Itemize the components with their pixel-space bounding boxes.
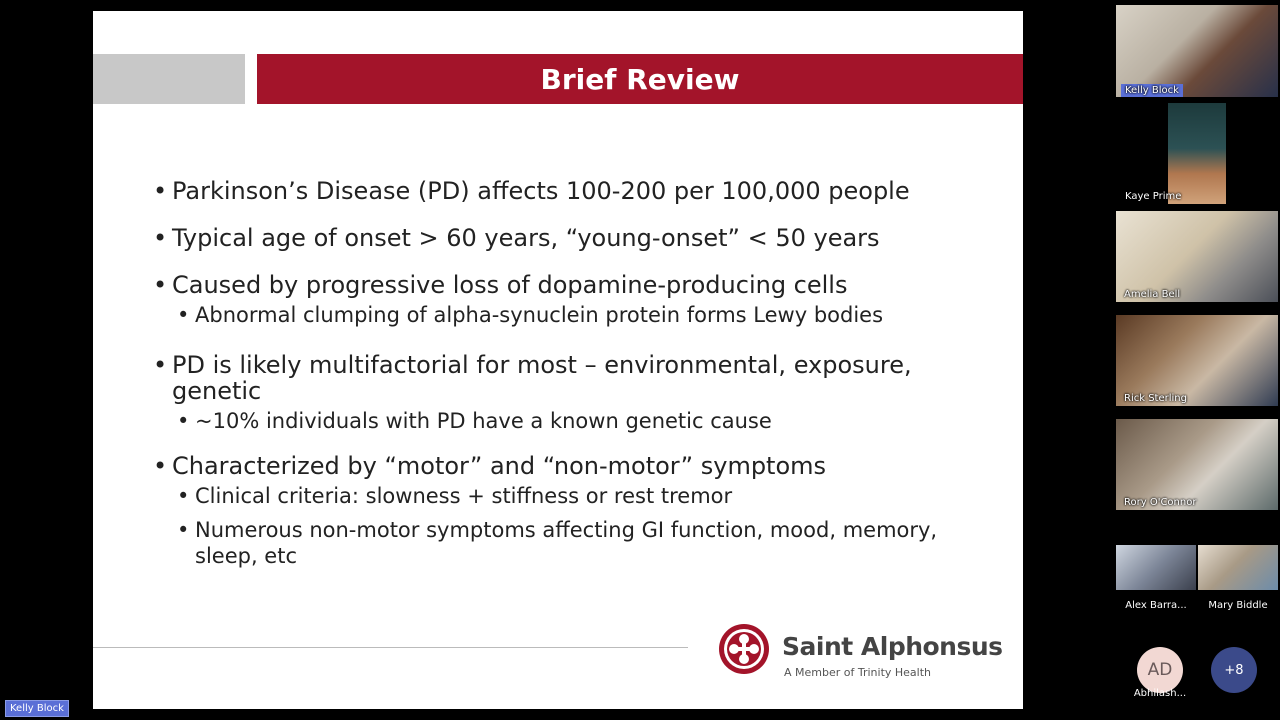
active-speaker-label: Kelly Block bbox=[5, 700, 69, 717]
participant-tile[interactable] bbox=[1116, 545, 1196, 590]
logo-name: Saint Alphonsus bbox=[782, 632, 1003, 661]
participant-tile[interactable] bbox=[1198, 545, 1278, 590]
slide-title-bar bbox=[257, 54, 1023, 104]
participant-tile[interactable] bbox=[1116, 211, 1278, 302]
bullet-list bbox=[153, 173, 983, 569]
shared-slide bbox=[93, 11, 1023, 709]
saint-alphonsus-logo bbox=[717, 622, 1007, 682]
participant-name: Kelly Block bbox=[1121, 84, 1183, 97]
participant-name: Mary Biddle bbox=[1208, 600, 1268, 611]
sub-bullet-item: • ~10% individuals with PD have a known genetic cause bbox=[153, 408, 983, 434]
footer-divider bbox=[93, 647, 688, 648]
sub-bullet-item: • Abnormal clumping of alpha-synuclein protein forms Lewy bodies bbox=[153, 302, 983, 328]
participant-tile[interactable] bbox=[1116, 5, 1278, 97]
bullet-item: • Caused by progressive loss of dopamine-producing cells bbox=[153, 272, 983, 298]
participant-tile[interactable] bbox=[1116, 419, 1278, 510]
bullet-item: • Parkinson’s Disease (PD) affects 100-200 per 100,000 people bbox=[153, 178, 983, 204]
participant-name: Amelia Bell bbox=[1124, 289, 1181, 300]
participant-tile[interactable] bbox=[1125, 103, 1226, 204]
slide-title: Brief Review bbox=[540, 62, 740, 96]
sub-bullet-item: • Numerous non-motor symptoms affecting GI function, mood, memory, sleep, etc bbox=[153, 517, 975, 569]
title-accent-block bbox=[93, 54, 245, 104]
participant-name: Abhilash... bbox=[1133, 688, 1187, 699]
bullet-item: • Characterized by “motor” and “non-motor” symptoms bbox=[153, 453, 983, 479]
participant-tile[interactable] bbox=[1116, 315, 1278, 406]
more-participants-button[interactable]: +8 bbox=[1211, 647, 1257, 693]
participant-name: Alex Barra... bbox=[1125, 600, 1187, 611]
cross-logo-icon bbox=[717, 622, 771, 676]
participant-name: Rory O'Connor bbox=[1124, 497, 1197, 508]
bullet-item: • PD is likely multifactorial for most – environmental, exposure, genetic bbox=[153, 352, 952, 404]
logo-subtitle: A Member of Trinity Health bbox=[784, 666, 932, 679]
participant-name: Kaye Prime bbox=[1125, 191, 1182, 202]
bullet-item: • Typical age of onset > 60 years, “young-onset” < 50 years bbox=[153, 225, 983, 251]
sub-bullet-item: • Clinical criteria: slowness + stiffness or rest tremor bbox=[153, 483, 983, 509]
participant-name: Rick Sterling bbox=[1124, 393, 1187, 404]
participant-avatar[interactable]: AD bbox=[1137, 647, 1183, 693]
